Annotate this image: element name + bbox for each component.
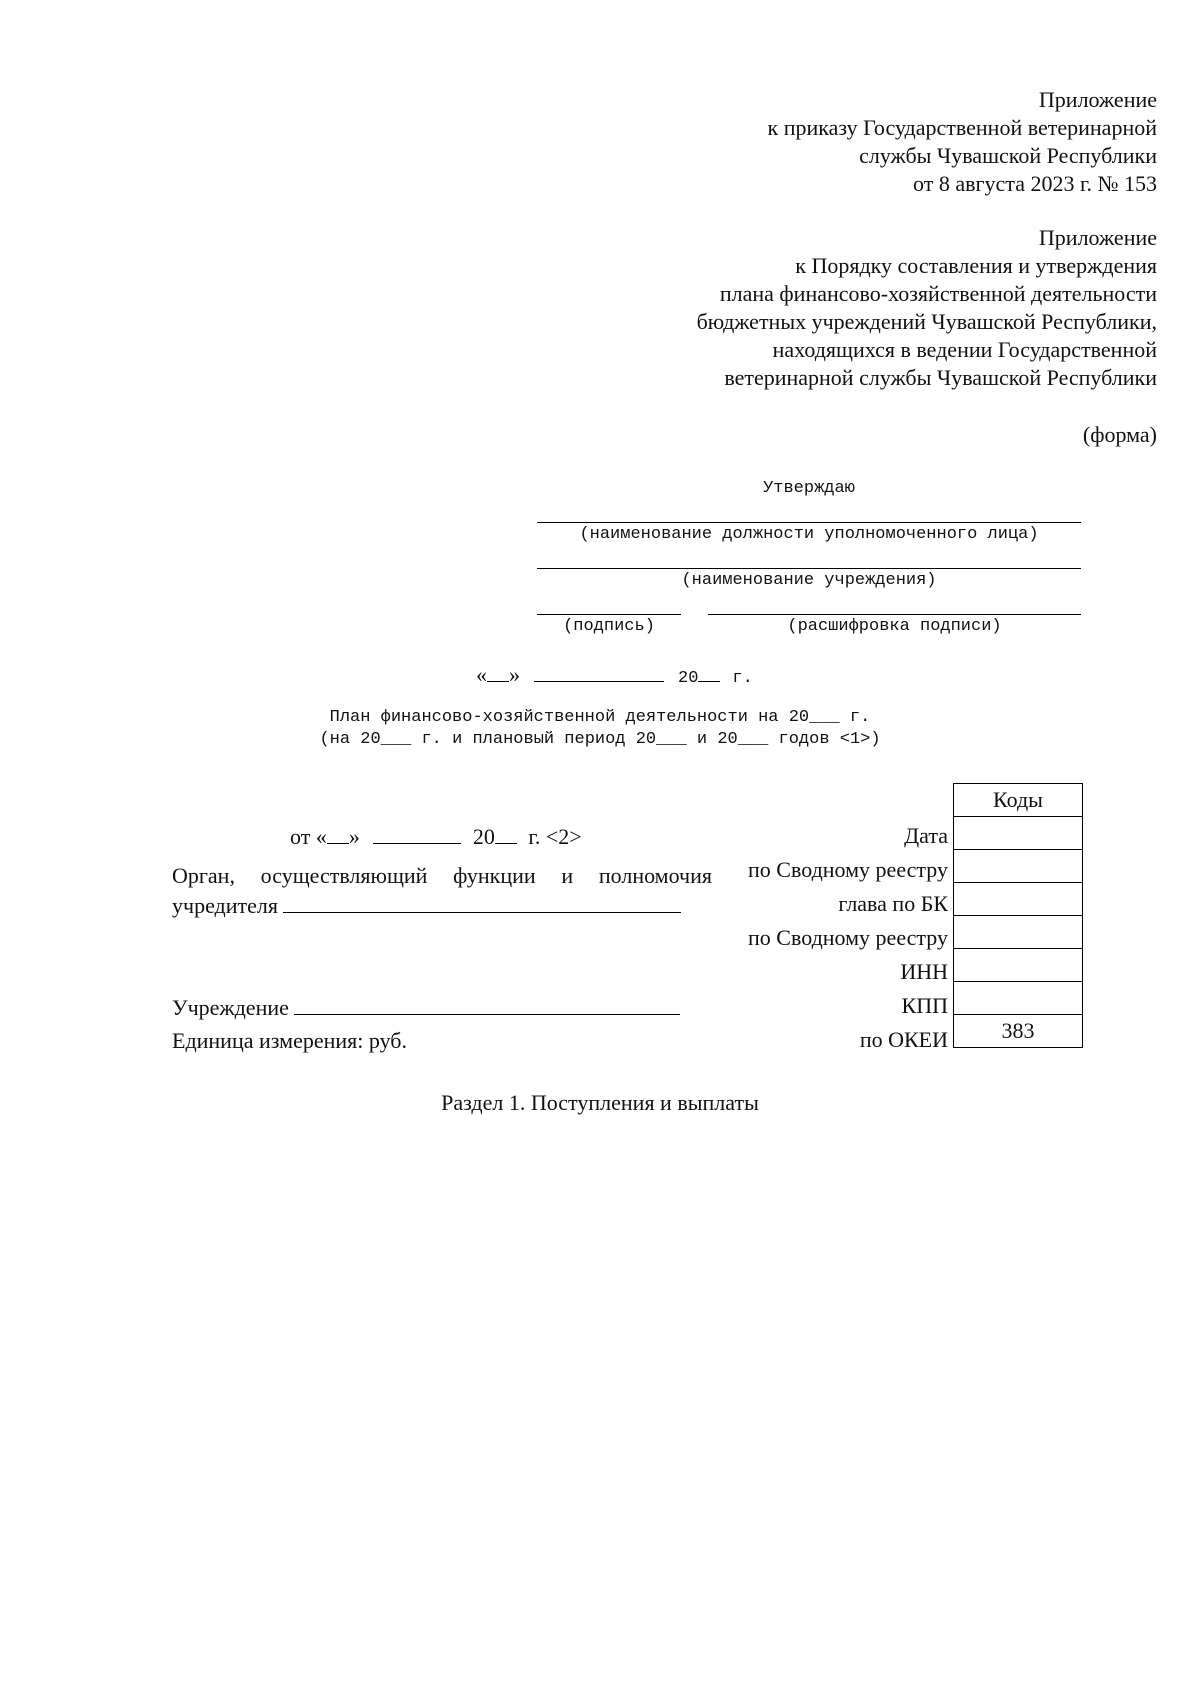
signature-decoding-caption: (расшифровка подписи) [787, 617, 1002, 636]
approval-month-blank[interactable] [534, 663, 664, 682]
from-date-suffix: г. <2> [528, 824, 582, 849]
form-label: (форма) [1082, 422, 1157, 447]
plan-title-line2: (на 20___ г. и плановый период 20___ и 20___ годов <1>) [319, 730, 881, 749]
institution-caption: (наименование учреждения) [681, 571, 937, 590]
institution-fill-line[interactable] [537, 568, 1081, 569]
code-cell-registry-2[interactable] [954, 916, 1083, 949]
code-label-registry-2: по Сводному реестру [748, 925, 948, 950]
codes-table [953, 783, 1083, 1048]
appendix-order-line: службы Чувашской Республики [859, 143, 1157, 168]
from-day-blank[interactable] [327, 823, 349, 844]
signature-fill-line[interactable] [537, 614, 681, 615]
from-year-prefix: 20 [472, 824, 495, 849]
code-label-date: Дата [904, 823, 948, 848]
code-cell-okei[interactable]: 383 [954, 1015, 1083, 1048]
approval-date [476, 662, 753, 688]
code-cell-registry[interactable] [954, 850, 1083, 883]
appendix-procedure-line: ветеринарной службы Чувашской Республики [724, 365, 1157, 390]
approval-day-blank[interactable] [487, 663, 509, 682]
institution-row [172, 994, 680, 1021]
code-label-okei: по ОКЕИ [859, 1027, 948, 1052]
from-date-close: » [348, 824, 360, 849]
appendix-procedure-line: плана финансово-хозяйственной деятельности [719, 281, 1157, 306]
code-cell-date[interactable] [954, 817, 1083, 850]
section-title: Раздел 1. Поступления и выплаты [441, 1090, 759, 1115]
unit-label: Единица измерения: руб. [172, 1028, 407, 1053]
codes-header: Коды [954, 784, 1083, 817]
plan-title-line1: План финансово-хозяйственной деятельности на 20___ г. [329, 708, 871, 727]
appendix-procedure-line: находящихся в ведении Государственной [772, 337, 1157, 362]
plan-title [0, 707, 1200, 751]
founder-fill-line[interactable] [283, 892, 681, 913]
appendix-procedure-line: бюджетных учреждений Чувашской Республики, [696, 309, 1157, 334]
from-date [290, 823, 582, 850]
position-caption: (наименование должности уполномоченного лица) [579, 525, 1039, 544]
date-open-quote: « [476, 662, 487, 687]
approval-title: Утверждаю [763, 479, 855, 498]
from-month-blank[interactable] [373, 823, 461, 844]
signature-decoding-fill-line[interactable] [708, 614, 1081, 615]
approval-year-blank[interactable] [698, 663, 720, 682]
institution-fill-line[interactable] [294, 994, 680, 1015]
code-cell-kpp[interactable] [954, 982, 1083, 1015]
code-label-kpp: КПП [901, 993, 948, 1018]
code-label-bk-head: глава по БК [838, 891, 948, 916]
approval-year-suffix: г. [732, 669, 753, 688]
appendix-procedure-line: к Порядку составления и утверждения [795, 253, 1157, 278]
appendix-order-line: Приложение [1038, 87, 1157, 112]
appendix-procedure-line: Приложение [1038, 225, 1157, 250]
founder-label-2: учредителя [172, 893, 278, 918]
appendix-procedure-block [697, 224, 1157, 392]
founder-line2 [172, 892, 681, 919]
code-label-registry: по Сводному реестру [748, 857, 948, 882]
code-label-inn: ИНН [900, 959, 948, 984]
appendix-order-block [768, 86, 1157, 198]
position-fill-line[interactable] [537, 522, 1081, 523]
founder-label: Орган, осуществляющий функции и полномочия [172, 863, 712, 888]
from-year-blank[interactable] [495, 823, 517, 844]
from-date-prefix: от « [290, 824, 327, 849]
appendix-order-line: к приказу Государственной ветеринарной [767, 115, 1157, 140]
appendix-order-line: от 8 августа 2023 г. № 153 [913, 171, 1157, 196]
code-cell-bk-head[interactable] [954, 883, 1083, 916]
approval-year-prefix: 20 [678, 669, 699, 688]
signature-caption: (подпись) [563, 617, 655, 636]
code-cell-inn[interactable] [954, 949, 1083, 982]
institution-label: Учреждение [172, 995, 289, 1020]
date-close-quote: » [509, 662, 520, 687]
